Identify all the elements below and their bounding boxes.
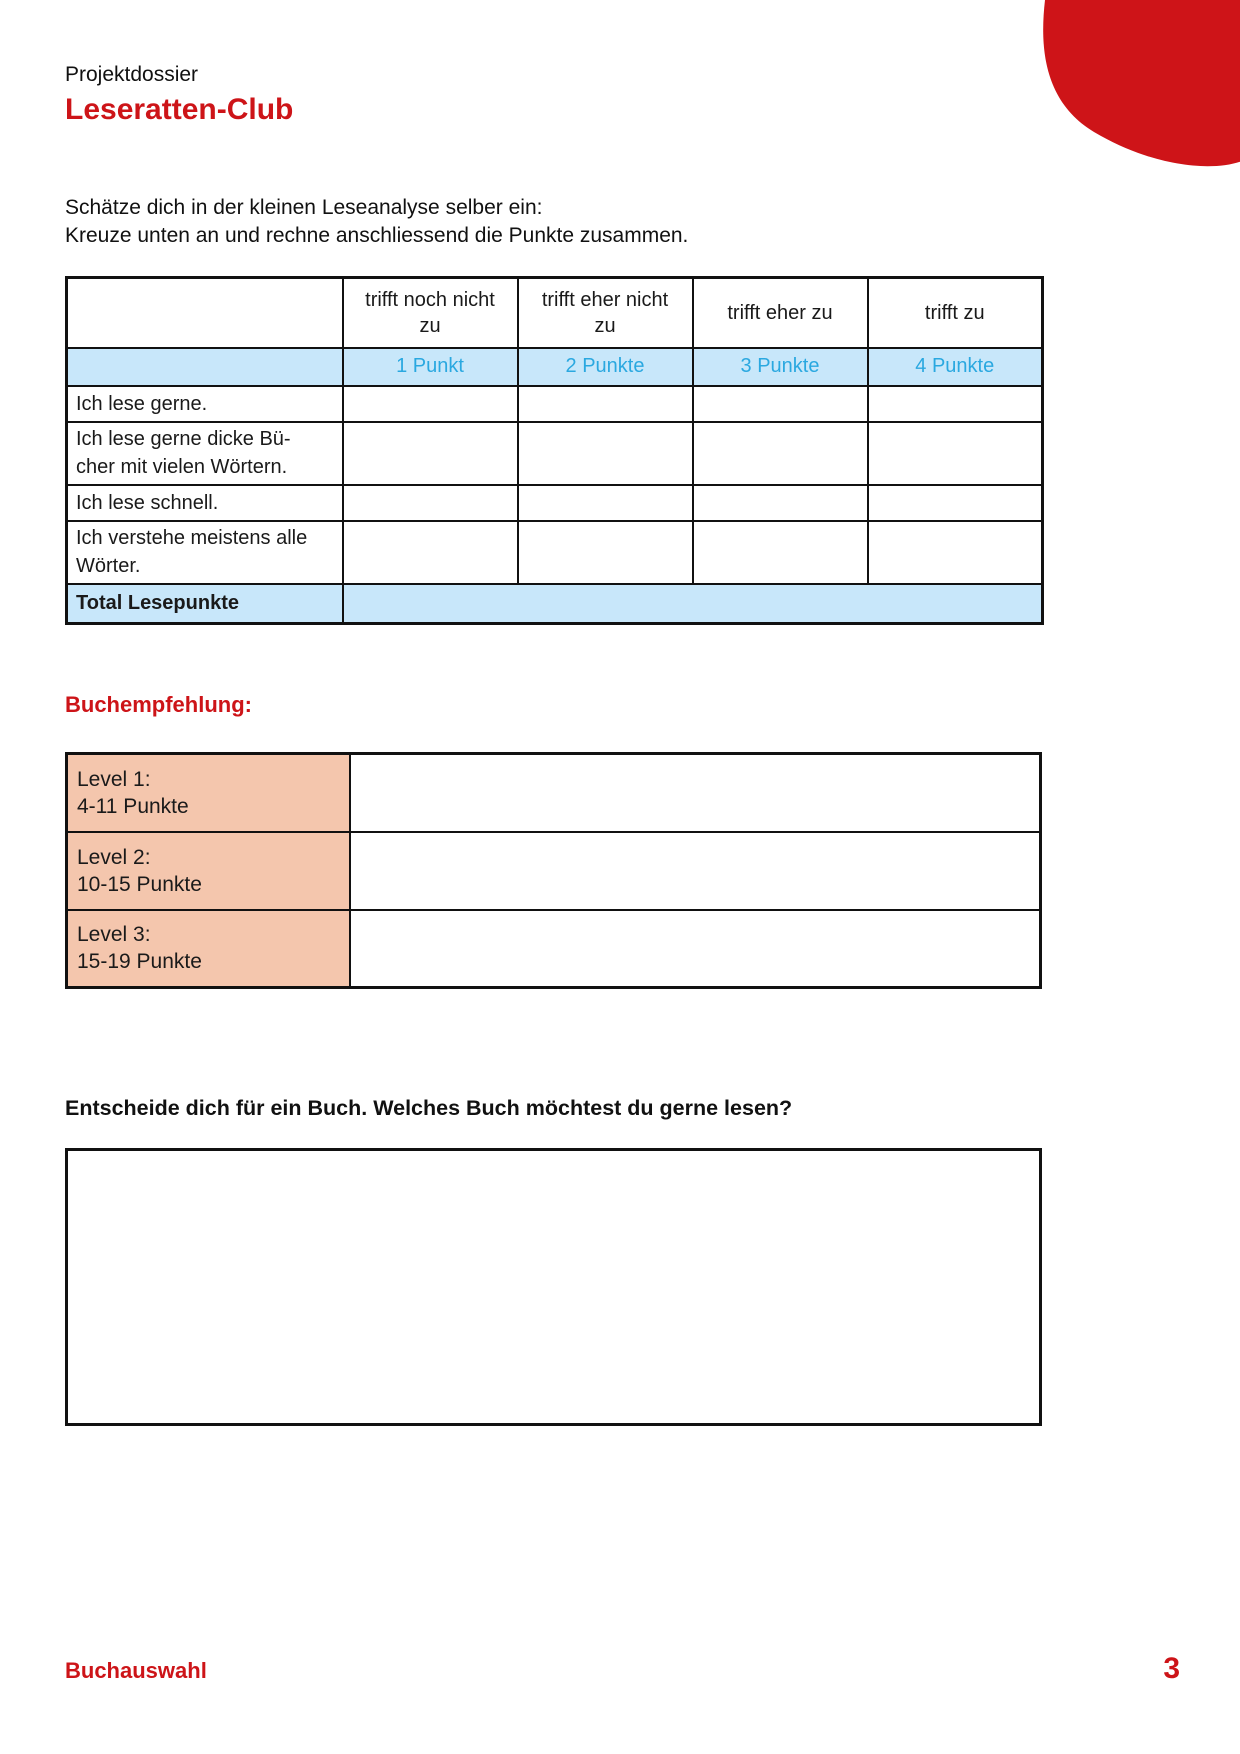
rating-header-col-4: trifft zu [868,278,1043,348]
rating-points-stub [67,348,343,386]
recommendation-heading: Buchempfehlung: [65,692,252,717]
answer-cell [868,386,1043,422]
answer-cell [343,422,518,485]
rating-row-3 [67,485,1043,521]
level-answer-cell [350,832,1041,910]
points-value-3: 3 Punkte [693,348,868,386]
answer-cell [343,521,518,584]
level-name: Level 1: [77,767,151,791]
statement-line: Ich verstehe meistens alle [76,527,308,549]
statement-line: Wörter. [76,555,141,577]
points-value-4: 4 Punkte [868,348,1043,386]
answer-cell [868,485,1043,521]
level-row-2 [67,832,1041,910]
corner-blob-decoration [1040,0,1240,175]
page-content [65,0,1042,1426]
statement-line: Ich lese schnell. [76,491,219,514]
intro-line-1: Schätze dich in der kleinen Leseanalyse selber ein: [65,196,543,219]
rating-header-stub [67,278,343,348]
level-label-cell [67,754,350,832]
level-name: Level 2: [77,845,151,869]
document-eyebrow: Projektdossier [65,63,199,86]
statement-line: Ich lese gerne dicke Bü- [76,428,291,450]
intro-text [65,194,1042,250]
statement-cell [67,422,343,485]
level-points: 4-11 Punkte [77,794,189,818]
answer-cell [693,521,868,584]
page-title: Leseratten-Club [65,93,294,126]
level-name: Level 3: [77,923,151,947]
rating-header-col-1: trifft noch nicht zu [343,278,518,348]
answer-cell [868,521,1043,584]
page-footer [65,1652,1180,1686]
statement-cell [67,386,343,422]
page-number: 3 [1163,1652,1180,1685]
level-label-cell [67,832,350,910]
statement-line: cher mit vielen Wörtern. [76,456,288,478]
answer-cell [693,386,868,422]
intro-line-2: Kreuze unten an und rechne anschliessend die Punkte zusammen. [65,224,689,247]
footer-section-label: Buchauswahl [65,1658,207,1683]
book-choice-question: Entscheide dich für ein Buch. Welches Buch möchtest du gerne lesen? [65,1096,793,1120]
statement-cell [67,521,343,584]
level-label-cell [67,910,350,988]
answer-cell [518,485,693,521]
level-points: 15-19 Punkte [77,950,202,974]
rating-points-row [67,348,1043,386]
points-value-1: 1 Punkt [343,348,518,386]
answer-cell [693,485,868,521]
level-table [65,752,1042,989]
answer-cell [343,386,518,422]
free-answer-box [65,1148,1042,1426]
level-row-1 [67,754,1041,832]
level-row-3 [67,910,1041,988]
statement-line: Ich lese gerne. [76,392,208,415]
answer-cell [518,386,693,422]
answer-cell [518,422,693,485]
statement-cell [67,485,343,521]
rating-header-col-2: trifft eher nicht zu [518,278,693,348]
total-value-cell [343,584,1043,624]
rating-row-1 [67,386,1043,422]
rating-header-row [67,278,1043,348]
rating-header-col-3: trifft eher zu [693,278,868,348]
total-label: Total Lesepunkte [67,584,343,624]
points-value-2: 2 Punkte [518,348,693,386]
answer-cell [518,521,693,584]
level-answer-cell [350,910,1041,988]
rating-row-4 [67,521,1043,584]
level-points: 10-15 Punkte [77,872,202,896]
answer-cell [693,422,868,485]
rating-row-2 [67,422,1043,485]
rating-table [65,276,1044,625]
answer-cell [343,485,518,521]
rating-total-row [67,584,1043,624]
answer-cell [868,422,1043,485]
level-answer-cell [350,754,1041,832]
